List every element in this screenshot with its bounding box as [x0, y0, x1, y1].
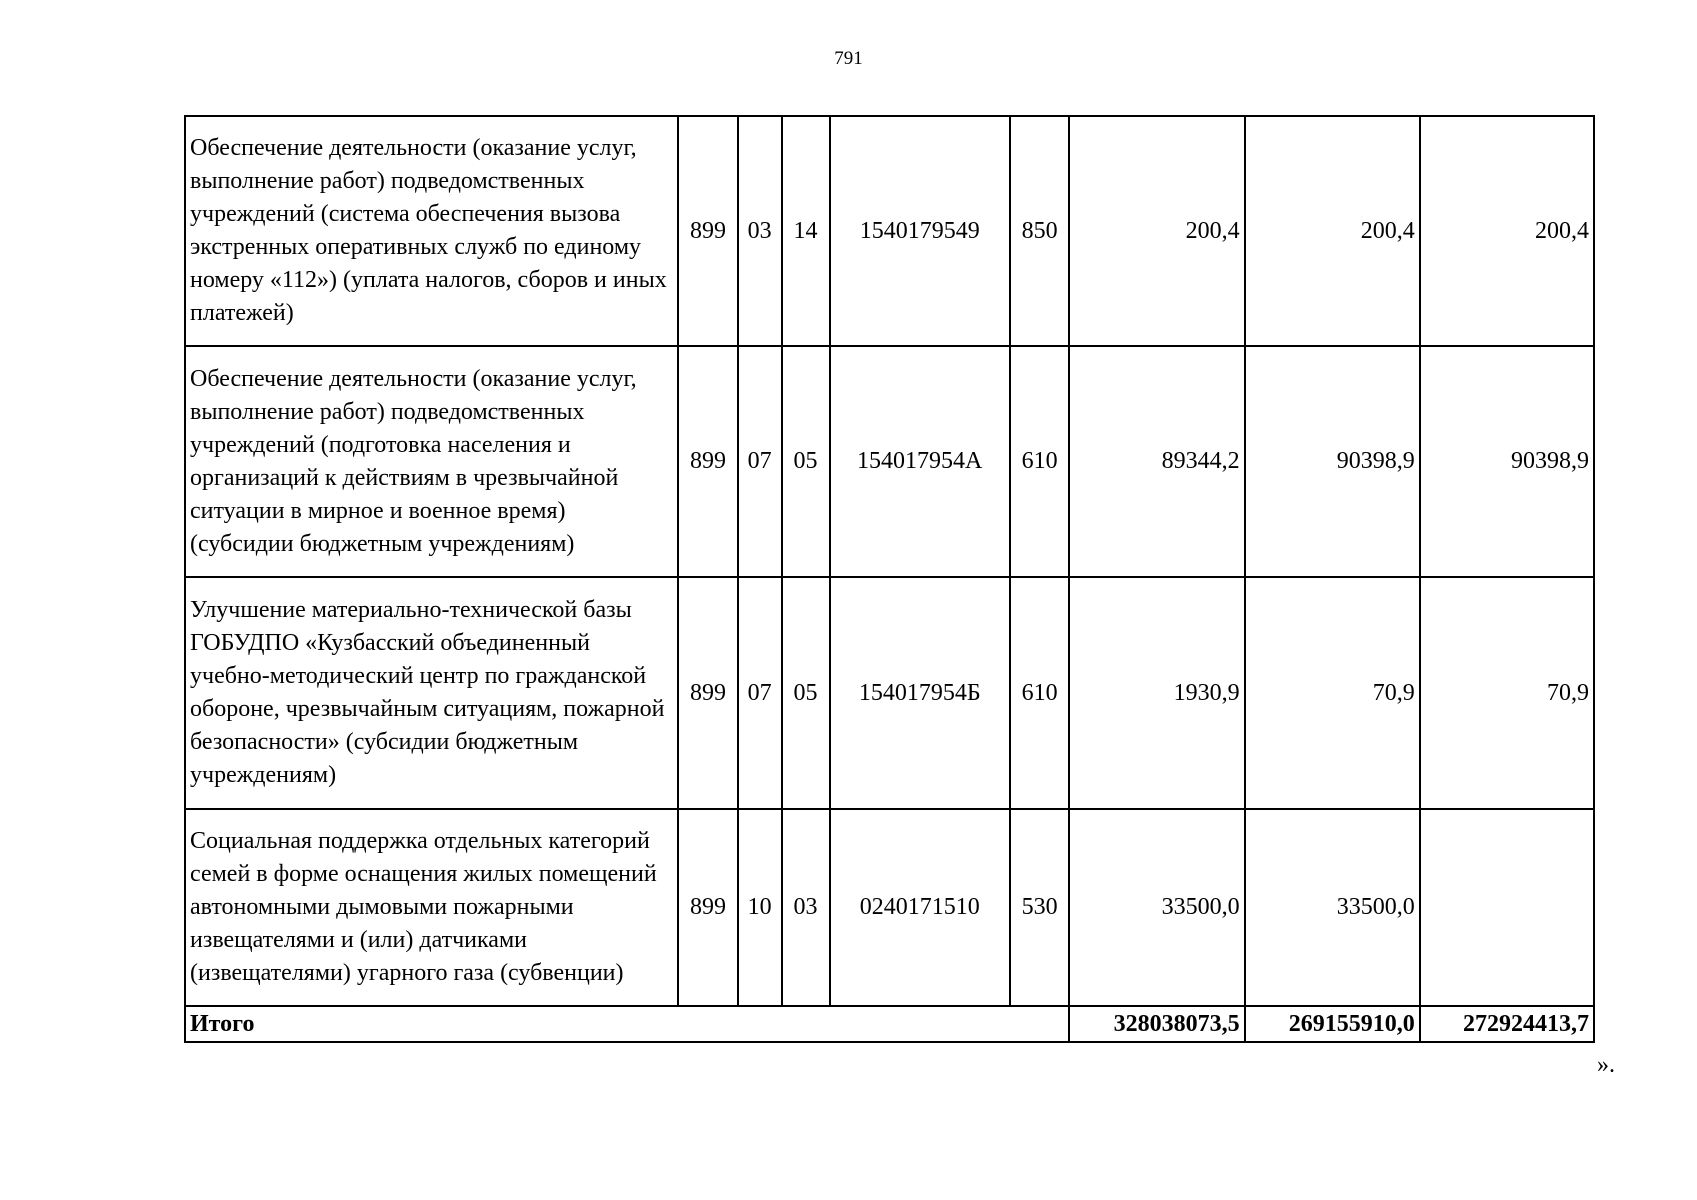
pr-code: 05: [782, 346, 830, 577]
table-row: [185, 577, 1594, 809]
table-row: [185, 346, 1594, 577]
pr-code: 05: [782, 577, 830, 809]
pr-code: 14: [782, 116, 830, 346]
page-number: 791: [834, 48, 863, 69]
gr-code: 899: [678, 116, 737, 346]
year1-amount: 200,4: [1069, 116, 1244, 346]
total-row: [185, 1006, 1594, 1042]
row-name: Обеспечение деятельности (оказание услуг, выполнение работ) подведомственных учреждений (система обеспечения вызова экстренных оперативных служб по единому номеру «112») (уплата налогов, сборов и иных платежей): [185, 116, 678, 346]
table-row: [185, 116, 1594, 346]
pr-code: 03: [782, 809, 830, 1006]
total-year2: 269155910,0: [1245, 1006, 1420, 1042]
csr-code: 0240171510: [830, 809, 1010, 1006]
csr-code: 154017954Б: [830, 577, 1010, 809]
rz-code: 07: [738, 346, 782, 577]
table-row: [185, 809, 1594, 1006]
total-year1: 328038073,5: [1069, 1006, 1244, 1042]
year1-amount: 1930,9: [1069, 577, 1244, 809]
gr-code: 899: [678, 809, 737, 1006]
rz-code: 10: [738, 809, 782, 1006]
year2-amount: 33500,0: [1245, 809, 1420, 1006]
gr-code: 899: [678, 577, 737, 809]
csr-code: 154017954А: [830, 346, 1010, 577]
year2-amount: 90398,9: [1245, 346, 1420, 577]
gr-code: 899: [678, 346, 737, 577]
year1-amount: 89344,2: [1069, 346, 1244, 577]
year3-amount: 70,9: [1420, 577, 1594, 809]
budget-table: [184, 115, 1595, 1043]
row-name: Обеспечение деятельности (оказание услуг, выполнение работ) подведомственных учреждений (подготовка населения и организаций к действиям в чрезвычайной ситуации в мирное и военное время) (субсидии бюджетным учреждениям): [185, 346, 678, 577]
vr-code: 530: [1010, 809, 1069, 1006]
row-name: Социальная поддержка отдельных категорий семей в форме оснащения жилых помещений автономными дымовыми пожарными извещателями и (или) датчиками (извещателями) угарного газа (субвенции): [185, 809, 678, 1006]
year3-amount: 200,4: [1420, 116, 1594, 346]
row-name: Улучшение материально-технической базы ГОБУДПО «Кузбасский объединенный учебно-методический центр по гражданской обороне, чрезвычайным ситуациям, пожарной безопасности» (субсидии бюджетным учреждениям): [185, 577, 678, 809]
closing-quote-mark: ».: [1597, 1052, 1615, 1078]
year3-amount: 90398,9: [1420, 346, 1594, 577]
total-label: Итого: [185, 1006, 1069, 1042]
rz-code: 03: [738, 116, 782, 346]
year2-amount: 200,4: [1245, 116, 1420, 346]
vr-code: 610: [1010, 577, 1069, 809]
vr-code: 610: [1010, 346, 1069, 577]
year2-amount: 70,9: [1245, 577, 1420, 809]
year1-amount: 33500,0: [1069, 809, 1244, 1006]
year3-amount: [1420, 809, 1594, 1006]
total-year3: 272924413,7: [1420, 1006, 1594, 1042]
csr-code: 1540179549: [830, 116, 1010, 346]
rz-code: 07: [738, 577, 782, 809]
vr-code: 850: [1010, 116, 1069, 346]
